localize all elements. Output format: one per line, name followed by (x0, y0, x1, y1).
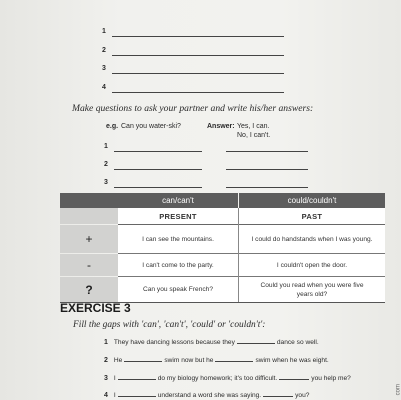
present-label: PRESENT (118, 208, 238, 225)
list-number: 3 (104, 179, 108, 186)
partner-instruction: Make questions to ask your partner and write his/her answers: (72, 103, 314, 114)
item-text: swim when he was eight. (255, 357, 329, 364)
item-number: 4 (104, 392, 108, 399)
exercise-item (104, 337, 319, 346)
item-text: you? (295, 392, 310, 399)
present-question: Can you speak French? (118, 277, 238, 302)
answer-line[interactable] (226, 151, 308, 152)
answer-line[interactable] (112, 73, 284, 74)
item-text: I (113, 392, 116, 399)
list-number: 2 (102, 47, 106, 54)
gap-input[interactable] (124, 355, 162, 362)
question-symbol: ? (60, 277, 118, 302)
exercise-item (104, 390, 309, 399)
gap-input[interactable] (118, 373, 156, 380)
item-text: He (113, 357, 123, 364)
past-label: PAST (239, 208, 385, 225)
item-number: 2 (104, 357, 108, 364)
past-question: Could you read when you were five years old? (239, 277, 385, 302)
question-line[interactable] (114, 187, 202, 188)
item-number: 1 (104, 339, 108, 346)
example-label: e.g. (106, 123, 119, 130)
list-number: 2 (104, 161, 108, 168)
header-can: can/can't (118, 193, 238, 208)
item-text: you help me? (311, 375, 351, 382)
present-negative: I can't come to the party. (118, 254, 238, 276)
list-number: 1 (104, 143, 108, 150)
question-line[interactable] (114, 169, 202, 170)
past-positive: I could do handstands when I was young. (239, 225, 385, 253)
gap-input[interactable] (118, 390, 156, 397)
exercise-instruction: Fill the gaps with 'can', 'can't', 'could' or 'couldn't': (73, 320, 266, 330)
list-number: 3 (102, 65, 106, 72)
header-could: could/couldn't (239, 193, 385, 208)
item-text: I (113, 375, 116, 382)
gap-input[interactable] (237, 337, 275, 344)
item-text: swim now but he (164, 357, 214, 364)
answer-line-2: No, I can't. (237, 132, 271, 139)
plus-symbol: + (60, 225, 118, 253)
answer-line[interactable] (112, 36, 284, 37)
past-negative: I couldn't open the door. (239, 254, 385, 276)
item-text: They have dancing lessons because they (113, 339, 235, 346)
example-question: Can you water-ski? (121, 123, 181, 130)
answer-line[interactable] (112, 55, 284, 56)
answer-line[interactable] (226, 169, 308, 170)
list-number: 4 (102, 84, 106, 91)
exercise-item (104, 355, 329, 364)
item-text: do my biology homework; it's too difficult. (157, 375, 278, 382)
answer-line[interactable] (112, 92, 284, 93)
exercise-title: EXERCISE 3 (60, 301, 131, 315)
item-number: 3 (104, 375, 108, 382)
list-number: 1 (102, 28, 106, 35)
sub-corner (60, 208, 118, 224)
header-corner (60, 193, 118, 208)
gap-input[interactable] (215, 355, 253, 362)
side-margin-text: com (395, 384, 401, 396)
item-text: dance so well. (276, 339, 319, 346)
item-text: understand a word she was saying. (157, 392, 262, 399)
question-line[interactable] (114, 151, 202, 152)
present-positive: I can see the mountains. (118, 225, 238, 253)
gap-input[interactable] (263, 390, 293, 397)
minus-symbol: - (60, 254, 118, 276)
answer-line[interactable] (226, 187, 308, 188)
gap-input[interactable] (279, 373, 309, 380)
answer-line-1: Yes, I can. (237, 123, 270, 130)
answer-label: Answer: (207, 123, 235, 130)
exercise-item (104, 373, 351, 382)
column-divider (238, 208, 239, 302)
